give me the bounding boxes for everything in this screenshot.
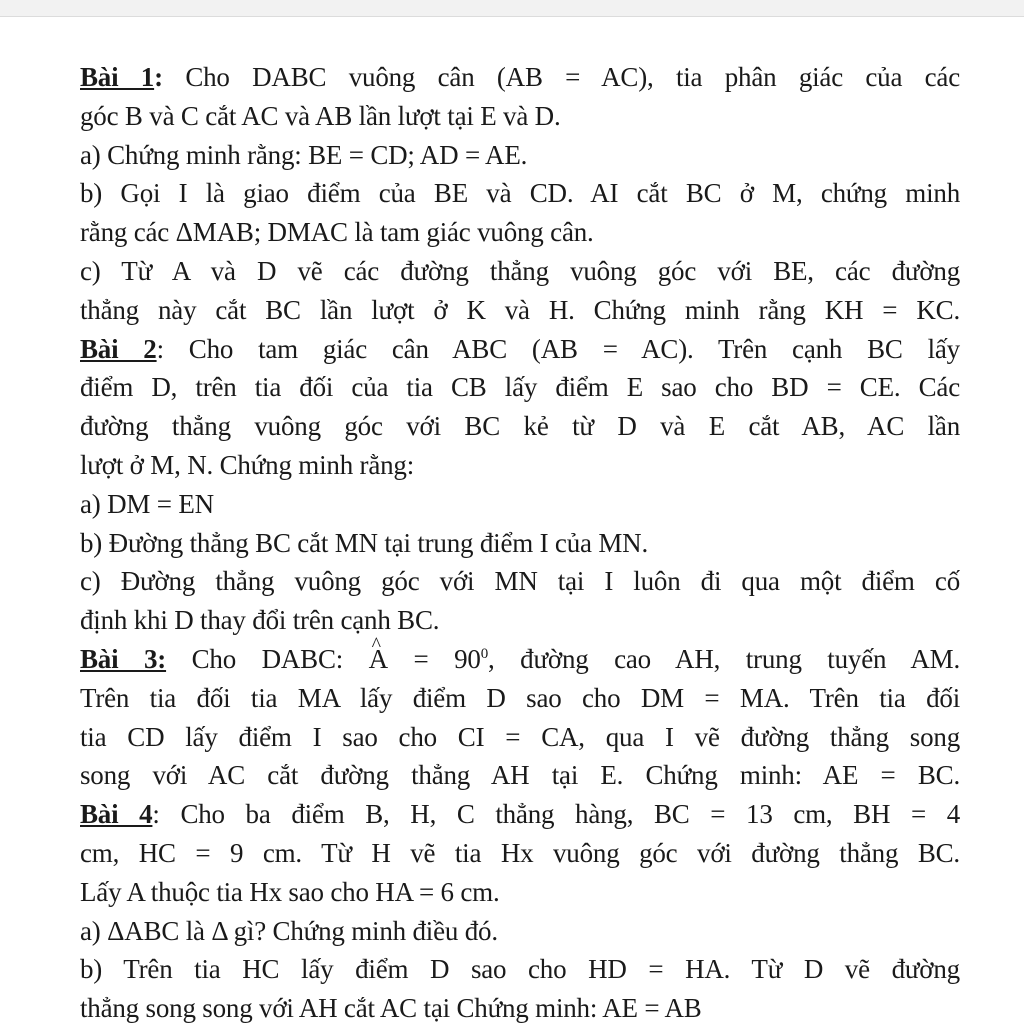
b3-line-2: Trên tia đối tia MA lấy điểm D sao cho DM = MA. Trên tia đối xyxy=(80,682,960,713)
b3-label: Bài 3: xyxy=(80,643,167,674)
b3-text-post: , đường cao AH, trung tuyến AM. xyxy=(488,643,961,674)
b1-text-1: Cho DABC vuông cân (AB = AC), tia phân giác của các xyxy=(185,62,960,92)
b3-line-1 xyxy=(80,640,960,679)
b3-line-3: tia CD lấy điểm I sao cho CI = CA, qua I vẽ đường thẳng song xyxy=(80,721,960,752)
degree-mark: 0 xyxy=(480,645,489,662)
b4-line-2: cm, HC = 9 cm. Từ H vẽ tia Hx vuông góc với đường thẳng BC. xyxy=(80,837,960,868)
b4-label: Bài 4 xyxy=(80,799,153,830)
b2-part-b: b) Đường thẳng BC cắt MN tại trung điểm I của MN. xyxy=(80,527,649,558)
b1-part-b-2: rằng các ΔMAB; DMAC là tam giác vuông cân. xyxy=(80,217,594,248)
b2-part-a: a) DM = EN xyxy=(80,488,214,519)
b4-part-a: a) ΔABC là Δ gì? Chứng minh điều đó. xyxy=(80,915,498,946)
b2-text-1: Cho tam giác cân ABC (AB = AC). Trên cạnh BC lấy xyxy=(188,333,960,364)
b1-part-b-1: b) Gọi I là giao điểm của BE và CD. AI cắt BC ở M, chứng minh xyxy=(80,178,960,209)
b1-label: Bài 1 xyxy=(80,62,155,92)
b2-part-c-1: c) Đường thẳng vuông góc với MN tại I luôn đi qua một điểm cố xyxy=(80,566,960,597)
b1-line-2: góc B và C cắt AC và AB lần lượt tại E và D. xyxy=(80,100,561,131)
b2-line-1: Bài 2: Cho tam giác cân ABC (AB = AC). Trên cạnh BC lấy xyxy=(80,333,960,364)
b1-part-a: a) Chứng minh rằng: BE = CD; AD = AE. xyxy=(80,139,528,170)
b4-part-b-1: b) Trên tia HC lấy điểm D sao cho HD = HA. Từ D vẽ đường xyxy=(80,954,960,985)
angle-a: ^ A xyxy=(369,640,388,679)
b4-line-1: Bài 4: Cho ba điểm B, H, C thẳng hàng, BC = 13 cm, BH = 4 xyxy=(80,799,960,830)
document-body xyxy=(80,58,960,1028)
b2-line-4: lượt ở M, N. Chứng minh rằng: xyxy=(80,449,415,480)
b1-line-1: Bài 1: Cho DABC vuông cân (AB = AC), tia phân giác của các xyxy=(80,62,960,92)
b4-part-b-2: thẳng song song với AH cắt AC tại Chứng minh: AE = AB xyxy=(80,993,702,1024)
b2-line-3: đường thẳng vuông góc với BC kẻ từ D và E cắt AB, AC lần xyxy=(80,411,960,442)
b2-line-2: điểm D, trên tia đối của tia CB lấy điểm E sao cho BD = CE. Các xyxy=(80,372,960,403)
top-bar xyxy=(0,0,1024,17)
b3-eq: = 90 xyxy=(387,643,481,674)
b1-part-c-1: c) Từ A và D vẽ các đường thẳng vuông góc với BE, các đường xyxy=(80,255,960,286)
b3-text-pre: Cho DABC: xyxy=(191,643,369,674)
b1-part-c-2: thẳng này cắt BC lần lượt ở K và H. Chứng minh rằng KH = KC. xyxy=(80,294,960,325)
b4-line-3: Lấy A thuộc tia Hx sao cho HA = 6 cm. xyxy=(80,876,500,907)
b3-line-4: song với AC cắt đường thẳng AH tại E. Chứng minh: AE = BC. xyxy=(80,760,960,791)
b4-text-1: Cho ba điểm B, H, C thẳng hàng, BC = 13 cm, BH = 4 xyxy=(180,799,960,830)
b2-label: Bài 2 xyxy=(80,333,157,364)
b2-part-c-2: định khi D thay đổi trên cạnh BC. xyxy=(80,605,440,636)
